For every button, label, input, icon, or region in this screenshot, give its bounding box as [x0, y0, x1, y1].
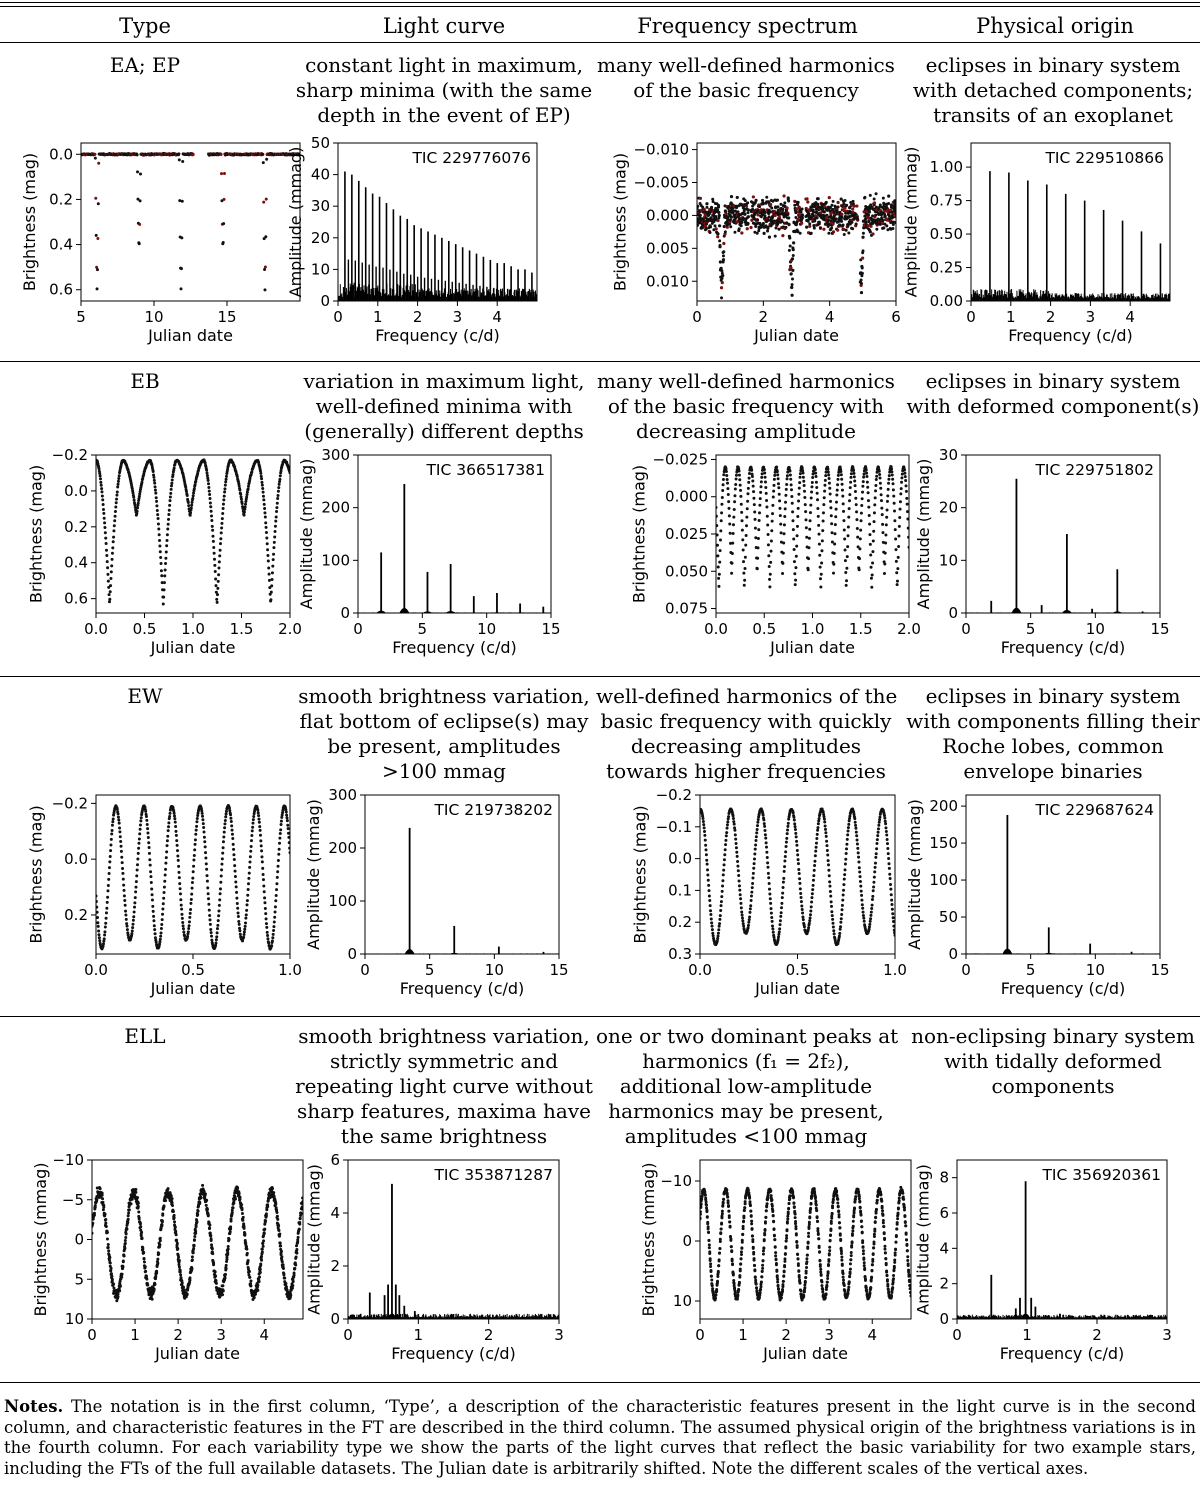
y-tick-label: −0.2 — [51, 794, 88, 813]
tic-label: TIC 229510866 — [1045, 149, 1164, 167]
y-tick-label: −0.010 — [633, 140, 689, 159]
desc-line: variation in maximum light, — [303, 369, 585, 393]
desc-line: towards higher frequencies — [606, 759, 886, 783]
x-axis-label: Julian date — [754, 326, 839, 345]
y-tick-label: 0 — [320, 292, 330, 310]
x-tick-label: 3 — [1085, 308, 1096, 326]
desc-line: repeating light curve without — [295, 1074, 593, 1098]
header-type: Type — [119, 14, 171, 38]
desc-line: be present, amplitudes — [327, 734, 561, 758]
y-tick-label: 0.0 — [668, 849, 692, 868]
y-axis-label: Brightness (mag) — [26, 805, 46, 944]
x-tick-label: 2.0 — [278, 620, 302, 638]
x-tick-label: 1.5 — [229, 620, 254, 638]
y-tick-label: −0.1 — [655, 817, 692, 836]
x-tick-label: 10 — [1085, 620, 1105, 638]
desc-line: transits of an exoplanet — [933, 103, 1173, 127]
y-tick-label: 0.010 — [646, 272, 689, 291]
desc-line: eclipses in binary system — [925, 369, 1181, 393]
x-tick-label: 10 — [484, 961, 504, 979]
y-tick-label: 200 — [321, 498, 350, 517]
y-tick-label: 0.075 — [665, 599, 708, 618]
x-tick-label: 6 — [891, 308, 901, 326]
header-frequency-spectrum: Frequency spectrum — [637, 14, 858, 38]
y-tick-label: 0.1 — [668, 881, 692, 900]
y-tick-label: 200 — [328, 839, 357, 857]
tic-label: TIC 366517381 — [426, 461, 545, 479]
y-tick-label: 0.000 — [646, 206, 689, 225]
y-tick-label: −0.005 — [633, 173, 689, 192]
tic-label: TIC 229776076 — [412, 149, 531, 167]
y-tick-label: 20 — [310, 228, 330, 247]
x-tick-label: 0 — [360, 961, 370, 979]
x-tick-label: 0 — [961, 620, 971, 638]
x-tick-label: 0.5 — [181, 961, 205, 979]
tic-label: TIC 219738202 — [434, 801, 553, 819]
x-axis-label: Julian date — [148, 326, 233, 345]
x-tick-label: 4 — [1125, 308, 1135, 326]
y-tick-label: −0.2 — [655, 786, 692, 804]
y-tick-label: 10 — [310, 260, 330, 279]
desc-line: many well-defined harmonics — [597, 369, 895, 393]
x-tick-label: 0.0 — [704, 620, 728, 638]
desc-line: sharp minima (with the same — [295, 78, 593, 102]
x-tick-label: 1.5 — [848, 620, 873, 638]
y-tick-label: 0.005 — [646, 239, 689, 258]
x-tick-label: 2 — [412, 308, 423, 326]
desc-line: of the basic frequency with — [607, 394, 885, 418]
x-axis-label: Julian date — [770, 638, 855, 657]
desc-line: decreasing amplitudes — [630, 734, 862, 758]
y-axis-label: Brightness (mag) — [630, 805, 650, 944]
x-tick-label: 5 — [76, 308, 86, 326]
desc-line: with components filling their — [906, 709, 1200, 733]
y-tick-label: 50 — [310, 134, 330, 152]
x-axis-label: Frequency (c/d) — [1000, 638, 1126, 657]
x-tick-label: 0.5 — [752, 620, 777, 638]
x-tick-label: 0 — [353, 620, 363, 638]
x-tick-label: 0 — [333, 308, 343, 326]
desc-line: eclipses in binary system — [925, 53, 1181, 77]
y-tick-label: 30 — [938, 446, 958, 464]
x-tick-label: 15 — [217, 308, 237, 326]
y-tick-label: 0.0 — [64, 481, 88, 500]
desc-line: envelope binaries — [963, 759, 1143, 783]
type-label-ell: ELL — [124, 1024, 166, 1048]
x-axis-label: Julian date — [150, 638, 236, 657]
y-tick-label: 20 — [938, 498, 958, 517]
x-tick-label: 2 — [758, 308, 769, 326]
x-axis-label: Frequency (c/d) — [375, 326, 500, 345]
x-tick-label: 1 — [1006, 308, 1016, 326]
desc-line: basic frequency with quickly — [600, 709, 892, 733]
x-tick-label: 10 — [144, 308, 164, 326]
desc-line: depth in the event of EP) — [317, 103, 571, 127]
desc-line: amplitudes <100 mmag — [624, 1124, 868, 1148]
y-tick-label: 100 — [328, 892, 357, 910]
y-axis-label: Amplitude (mmag) — [901, 146, 921, 298]
y-tick-label: 0.00 — [929, 292, 963, 310]
x-tick-label: 0.5 — [132, 620, 157, 638]
desc-line: sharp features, maxima have — [297, 1099, 591, 1123]
y-tick-label: 300 — [321, 446, 350, 464]
y-tick-label: 30 — [310, 197, 330, 216]
desc-line: one or two dominant peaks at — [596, 1024, 899, 1048]
x-tick-label: 0.0 — [84, 620, 108, 638]
desc-line: of the basic frequency — [633, 78, 859, 102]
y-tick-label: 0 — [340, 604, 350, 622]
x-axis-label: Julian date — [150, 979, 236, 998]
y-tick-label: 0.25 — [929, 258, 963, 277]
desc-line: eclipses in binary system — [925, 684, 1181, 708]
y-tick-label: 10 — [938, 551, 958, 570]
desc-line: non-eclipsing binary system — [911, 1024, 1195, 1048]
x-tick-label: 2 — [1045, 308, 1056, 326]
y-axis-label: Brightness (mag) — [629, 464, 649, 604]
desc-line: components — [991, 1074, 1115, 1098]
y-tick-label: 0 — [347, 945, 357, 963]
desc-line: the same brightness — [340, 1124, 548, 1148]
desc-line: harmonics may be present, — [608, 1099, 884, 1123]
x-axis-label: Frequency (c/d) — [1008, 326, 1133, 345]
x-tick-label: 5 — [417, 620, 428, 638]
x-tick-label: 0.0 — [688, 961, 712, 979]
y-tick-label: 0 — [948, 604, 958, 622]
y-tick-label: 0.0 — [64, 850, 88, 869]
type-label-ea-ep: EA; EP — [109, 53, 181, 77]
header-physical-origin: Physical origin — [976, 14, 1134, 38]
x-tick-label: 0.5 — [785, 961, 810, 979]
x-tick-label: 3 — [452, 308, 463, 326]
desc-line: harmonics (f₁ = 2f₂), — [642, 1049, 850, 1073]
x-axis-label: Frequency (c/d) — [399, 979, 525, 998]
y-tick-label: 100 — [321, 551, 350, 570]
desc-line: (generally) different depths — [304, 419, 584, 443]
x-tick-label: 4 — [824, 308, 835, 326]
x-tick-label: 0.0 — [84, 961, 108, 979]
desc-line: with tidally deformed — [944, 1049, 1162, 1073]
header-light-curve: Light curve — [382, 14, 506, 38]
y-axis-label: Amplitude (mmag) — [285, 146, 305, 298]
x-axis-label: Julian date — [755, 979, 840, 998]
y-axis-label: Amplitude (mmag) — [304, 799, 324, 950]
desc-line: many well-defined harmonics — [597, 53, 895, 77]
y-tick-label: −0.2 — [51, 446, 88, 464]
x-tick-label: 4 — [492, 308, 502, 326]
y-tick-label: 0.0 — [49, 145, 73, 164]
desc-line: with detached components; — [912, 78, 1194, 102]
x-tick-label: 1 — [373, 308, 383, 326]
x-tick-label: 0 — [966, 308, 976, 326]
x-tick-label: 5 — [1025, 620, 1036, 638]
y-tick-label: 0.000 — [665, 487, 708, 506]
y-tick-label: −0.025 — [652, 450, 708, 469]
desc-line: smooth brightness variation, — [298, 1024, 590, 1048]
x-tick-label: 1.0 — [883, 961, 907, 979]
desc-line: >100 mmag — [382, 759, 506, 783]
y-tick-label: 0.4 — [64, 553, 88, 572]
tic-label: TIC 229751802 — [1035, 461, 1154, 479]
y-tick-label: 0.3 — [668, 945, 692, 963]
y-tick-label: 0.2 — [64, 517, 88, 536]
type-label-eb: EB — [130, 369, 160, 393]
y-tick-label: 0.50 — [929, 225, 963, 244]
y-tick-label: 0.75 — [929, 191, 963, 210]
y-tick-label: 40 — [310, 165, 330, 184]
x-tick-label: 5 — [424, 961, 435, 979]
x-tick-label: 2.0 — [897, 620, 921, 638]
y-tick-label: 0.050 — [665, 562, 708, 581]
x-tick-label: 15 — [541, 620, 561, 638]
x-axis-label: Frequency (c/d) — [392, 638, 517, 657]
desc-line: flat bottom of eclipse(s) may — [299, 709, 589, 733]
x-tick-label: 0 — [692, 308, 702, 326]
desc-line: Roche lobes, common — [942, 734, 1164, 758]
desc-line: decreasing amplitude — [636, 419, 856, 443]
desc-line: with deformed component(s) — [906, 394, 1200, 418]
desc-line: smooth brightness variation, — [298, 684, 590, 708]
x-tick-label: 1.0 — [278, 961, 302, 979]
x-tick-label: 1.0 — [181, 620, 205, 638]
desc-line: constant light in maximum, — [305, 53, 583, 77]
y-axis-label: Brightness (mag) — [20, 152, 40, 292]
y-axis-label: Amplitude (mmag) — [913, 458, 933, 610]
y-tick-label: 0.6 — [49, 280, 73, 299]
y-tick-label: 0.2 — [64, 905, 88, 924]
y-tick-label: 0.6 — [64, 589, 88, 608]
y-tick-label: 1.00 — [929, 158, 963, 177]
x-tick-label: 15 — [549, 961, 569, 979]
desc-line: additional low-amplitude — [619, 1074, 873, 1098]
type-label-ew: EW — [127, 684, 163, 708]
desc-line: well-defined minima with — [315, 394, 573, 418]
x-tick-label: 1.0 — [800, 620, 825, 638]
desc-line: strictly symmetric and — [329, 1049, 559, 1073]
y-axis-label: Amplitude (mmag) — [297, 458, 317, 610]
y-axis-label: Brightness (mag) — [26, 464, 46, 604]
y-tick-label: 300 — [328, 786, 357, 804]
x-tick-label: 10 — [477, 620, 497, 638]
y-tick-label: 0.2 — [668, 913, 692, 932]
desc-line: well-defined harmonics of the — [596, 684, 898, 708]
y-axis-label: Brightness (mag) — [610, 152, 630, 292]
y-tick-label: 0.4 — [49, 235, 73, 254]
y-tick-label: 0.025 — [665, 525, 708, 543]
y-tick-label: 0.2 — [49, 190, 73, 209]
x-tick-label: 15 — [1150, 620, 1170, 638]
